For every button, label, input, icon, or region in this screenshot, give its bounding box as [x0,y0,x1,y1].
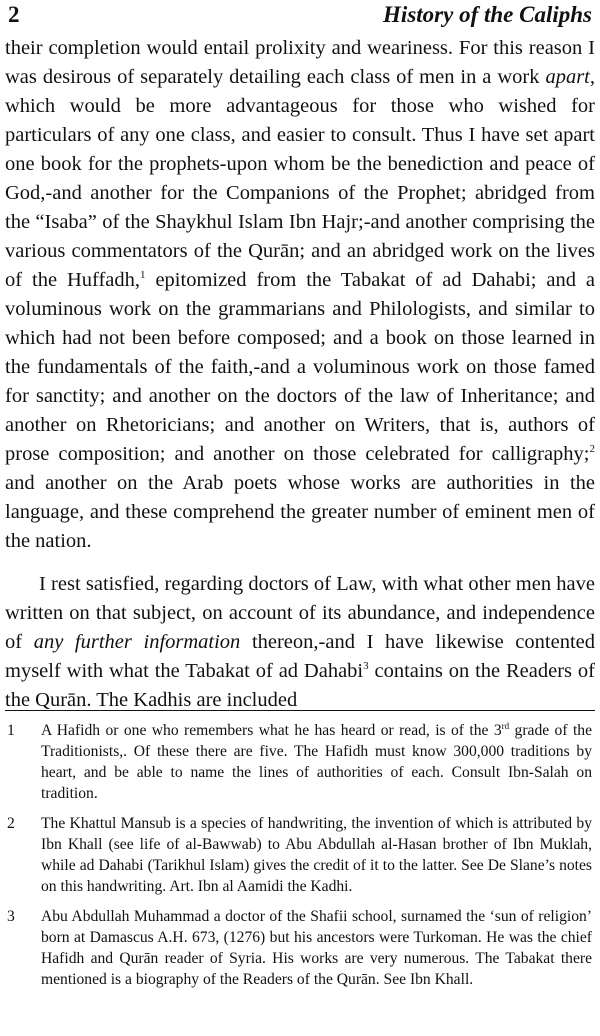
paragraph-2-text-c: contains on the Readers of the Qurān. The Kadhis are included [5,660,595,711]
page-header [8,0,592,30]
footnote-superscript: rd [501,721,510,731]
paragraph-1-italic: apart, [545,66,595,88]
footnote-ref-3: 3 [363,660,369,672]
footnote-number: 1 [7,722,15,739]
footnote-text: The Khattul Mansub is a species of handwriting, the invention of which is attributed by Ibn Khall (see life of al-Bawwab) to Abu Abdullah al-Hasan brother of Ibn Muklah, while ad Dahabi (Tarikhul Islam) gives the credit of it to the latter. See De Slane’s notes on this handwriting. Art. Ibn al Aamidi the Kadhi. [41,815,592,895]
paragraph-1-text-a: their completion would entail prolixity and weariness. For this reason I was desirous of separately detailing each class of men in a work [5,37,595,88]
paragraph-1-text-b: which would be more advantageous for those who wished for particulars of any one class, and easier to consult. Thus I have set apart one book for the prophets-upon whom be the benediction and peace of God,-and another for the Companions of the Prophet; abridged from the “Isaba” of the Shaykhul Islam Ibn Hajr;-and another comprising the various commentators of the Qurān; and an abridged work on the lives of the Huffadh, [5,95,595,291]
main-text [5,34,595,715]
paragraph-2-text-a: I rest satisfied, regarding doctors of Law, with what other men have written on that subject, on account of its abundance, and independence of [5,573,595,653]
paragraph-2-text-b: thereon,-and I have likewise contented myself with what the Tabakat of ad Dahabi [5,631,595,682]
footnote-text-a: A Hafidh or one who remembers what he has heard or read, is of the 3 [41,722,502,739]
footnote-ref-1: 1 [140,269,146,281]
paragraph-2 [5,570,595,715]
footnotes [5,720,592,999]
footnote-divider [5,710,595,711]
paragraph-1-text-c: epitomized from the Tabakat of ad Dahabi; and a voluminous work on the grammarians and Philologists, and similar to which had not been before composed; and a book on those learned in the fundamentals of the faith,-and a voluminous work on those famed for sanctity; and another on the doctors of the law of Inheritance; and another on Rhetoricians; and another on Writers, that is, authors of prose composition; and another on those celebrated for calligraphy; [5,269,596,465]
footnote-text: Abu Abdullah Muhammad a doctor of the Shafii school, surnamed the ‘sun of religion’ born at Damascus A.H. 673, (1276) but his ancestors were Turkoman. He was the chief Hafidh and Qurān reader of Syria. His works are very numerous. The Tabakat there mentioned is a biography of the Readers of the Qurān. See Ibn Khall. [41,908,592,988]
footnote-2 [5,813,592,897]
running-title: History of the Caliphs [383,2,592,27]
footnote-ref-2: 2 [589,443,595,455]
footnote-text-b: grade of the Traditionists,. Of these there are five. The Hafidh must know 300,000 traditions by heart, and be able to name the lines of authorities of each. Consult Ibn-Salah on tradition. [41,722,592,802]
footnote-number: 3 [7,908,15,925]
paragraph-1 [5,34,595,556]
paragraph-2-italic: any further information [33,631,241,653]
footnote-text [41,720,592,804]
footnote-number: 2 [7,815,15,832]
footnote-3 [5,906,592,990]
page-number: 2 [8,2,20,27]
paragraph-1-text-d: and another on the Arab poets whose works are authorities in the language, and these comprehend the greater number of eminent men of the nation. [5,472,595,552]
footnote-1 [5,720,592,804]
